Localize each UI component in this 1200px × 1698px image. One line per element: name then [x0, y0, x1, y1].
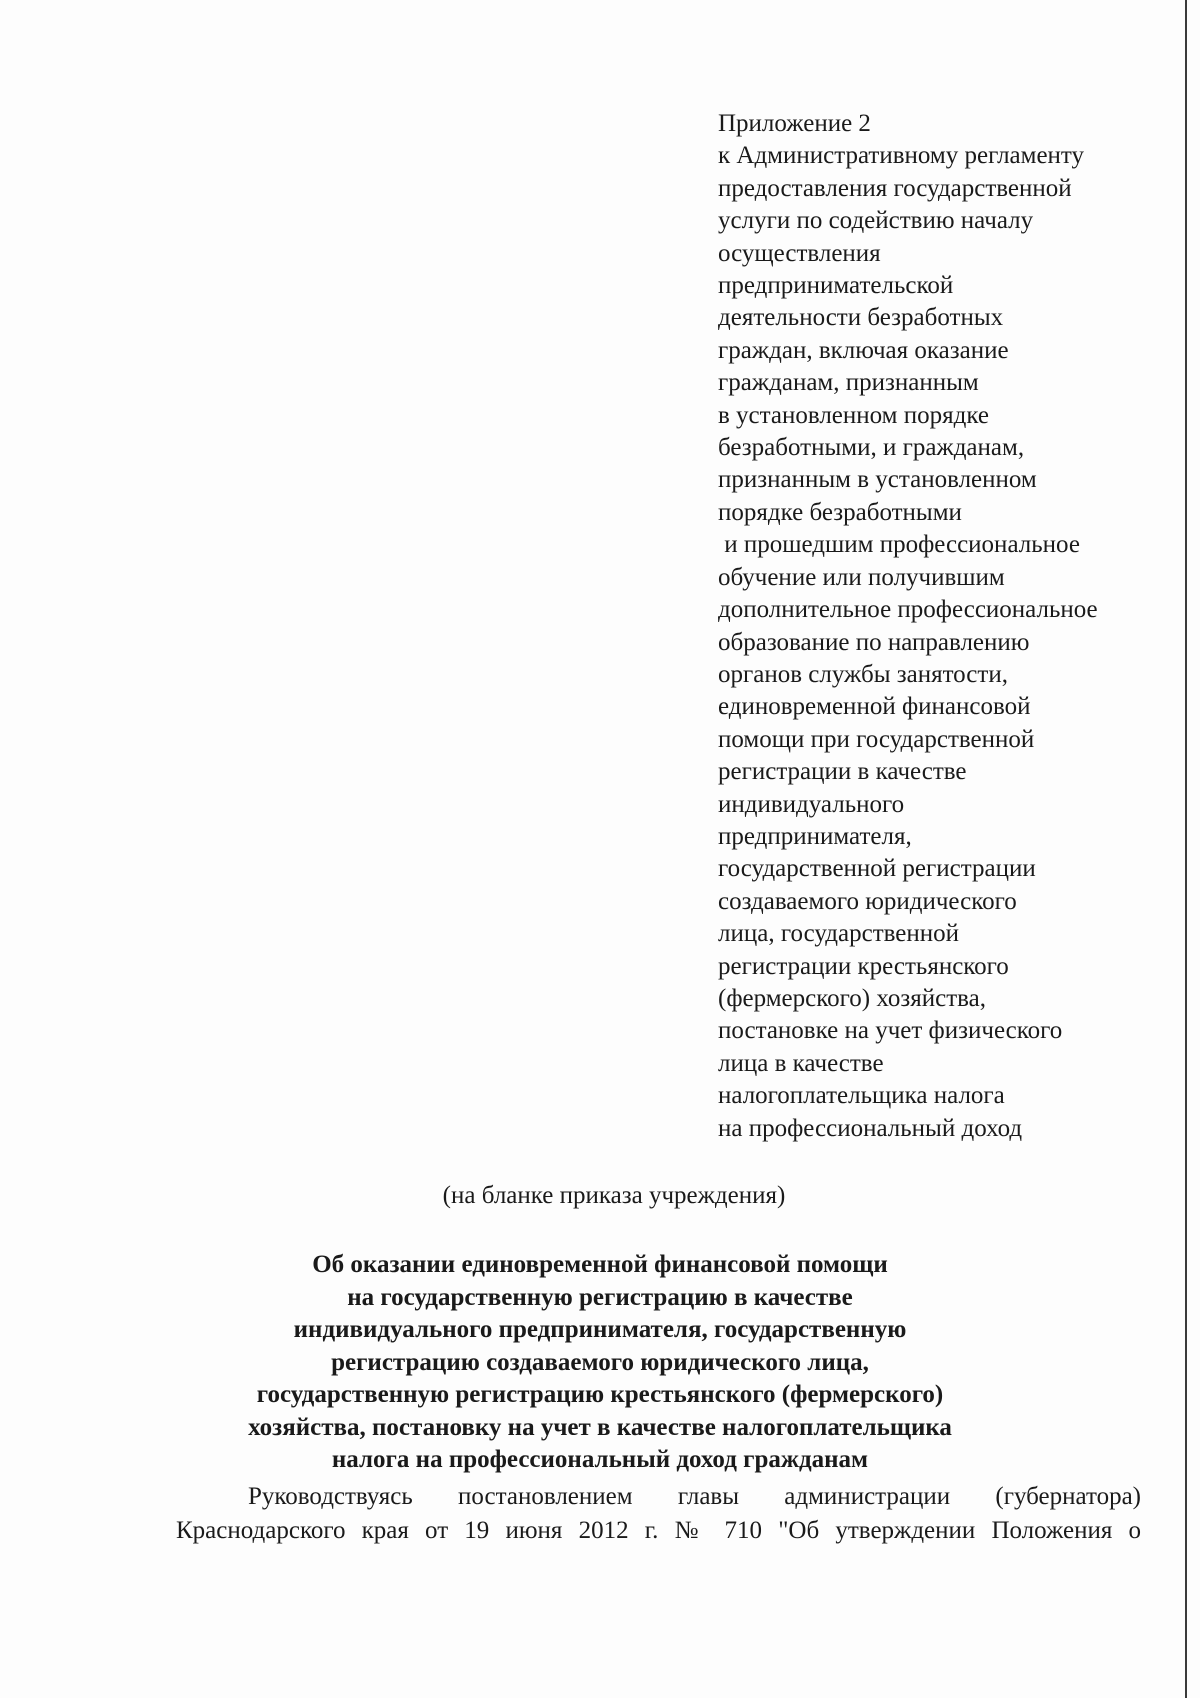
appendix-line: предоставления государственной [718, 174, 1072, 202]
appendix-line: налогоплательщика налога [718, 1082, 1005, 1110]
appendix-line: безработными, и гражданам, [718, 434, 1025, 462]
title-line: регистрацию создаваемого юридического лица, [331, 1348, 869, 1376]
appendix-line: лица в качестве [718, 1049, 884, 1077]
appendix-line: (фермерского) хозяйства, [718, 984, 986, 1012]
appendix-line: деятельности безработных [718, 304, 1004, 332]
appendix-header [718, 108, 1178, 1145]
title-line: Об оказании единовременной финансовой помощи [312, 1251, 888, 1278]
appendix-line: образование по направлению [718, 628, 1030, 656]
appendix-line: в установленном порядке [718, 401, 989, 429]
appendix-line: создаваемого юридического [718, 887, 1017, 915]
appendix-line: дополнительное профессиональное [718, 596, 1098, 624]
appendix-line: предпринимателя, [718, 822, 912, 850]
appendix-line: к Административному регламенту [718, 142, 1085, 170]
appendix-line: регистрации крестьянского [718, 952, 1009, 980]
letterhead-note-text: (на бланке приказа учреждения) [442, 1182, 786, 1209]
body-line: Руководствуясь постановлением главы администрации (губернатора) [248, 1483, 1141, 1510]
appendix-line: гражданам, признанным [718, 369, 979, 397]
title-line: государственную регистрацию крестьянского (фермерского) [256, 1381, 944, 1408]
title-line: налога на профессиональный доход гражданам [331, 1446, 869, 1473]
body-line: Краснодарского края от 19 июня 2012 г. № 710 "Об утверждении Положения о [176, 1517, 1141, 1544]
appendix-line: на профессиональный доход [718, 1114, 1023, 1142]
appendix-line: Приложение 2 [718, 110, 871, 137]
appendix-line: индивидуального [718, 790, 905, 818]
appendix-line: граждан, включая оказание [718, 336, 1009, 364]
appendix-line: постановке на учет физического [718, 1017, 1063, 1045]
appendix-line: услуги по содействию началу [718, 207, 1034, 235]
appendix-line: единовременной финансовой [718, 693, 1031, 721]
title-line: хозяйства, постановку на учет в качестве налогоплательщика [248, 1413, 952, 1441]
appendix-line: порядке безработными [718, 498, 962, 526]
title-line: на государственную регистрацию в качестве [347, 1283, 853, 1311]
letterhead-note [0, 1180, 1200, 1212]
appendix-line: помощи при государственной [718, 725, 1035, 753]
appendix-line: предпринимательской [718, 272, 954, 300]
appendix-line: обучение или получившим [718, 563, 1005, 591]
body-paragraph [176, 1480, 1141, 1548]
appendix-line: государственной регистрации [718, 855, 1036, 883]
title-line: индивидуального предпринимателя, государственную [293, 1316, 907, 1343]
appendix-line: осуществления [718, 239, 881, 267]
appendix-line: органов службы занятости, [718, 660, 1008, 688]
appendix-line: лица, государственной [718, 920, 960, 948]
appendix-line: признанным в установленном [718, 466, 1037, 494]
document-title [0, 1249, 1200, 1477]
appendix-line: и прошедшим профессиональное [718, 531, 1080, 559]
appendix-line: регистрации в качестве [718, 758, 967, 786]
